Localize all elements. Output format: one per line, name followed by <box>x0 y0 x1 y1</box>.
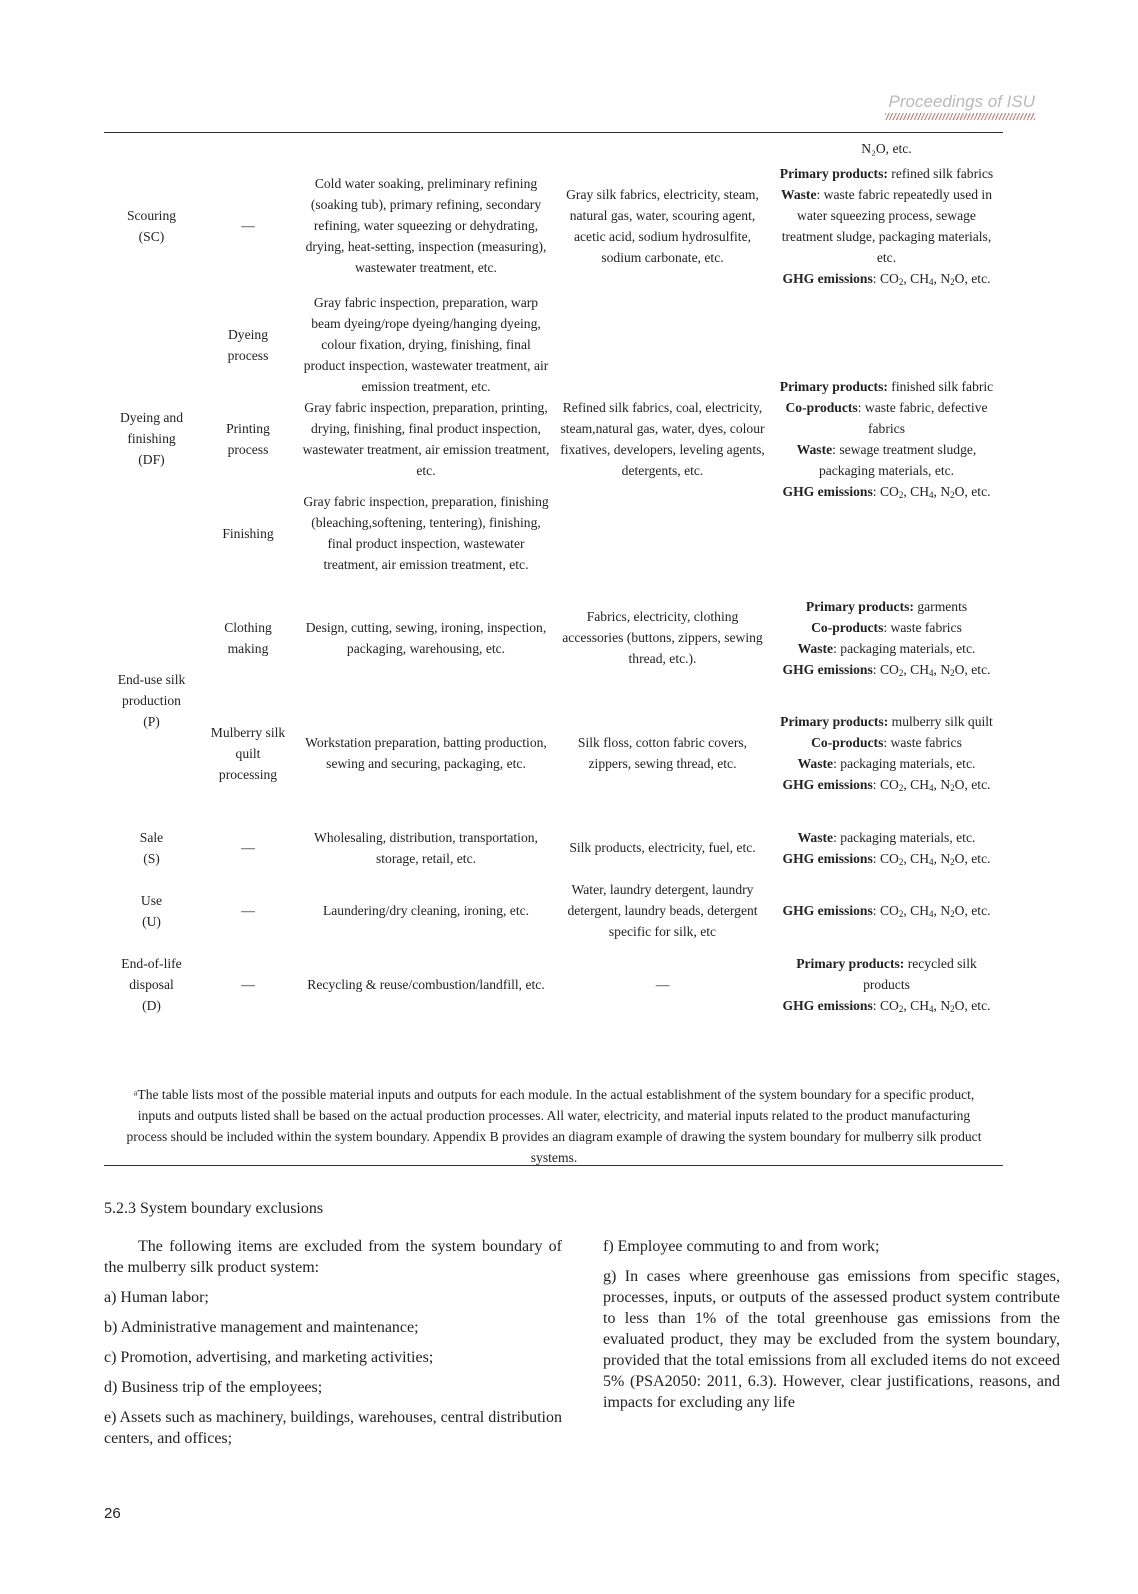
subprocess-cell: Mulberry silk quilt processing <box>210 724 286 782</box>
table-top-rule <box>104 132 1003 133</box>
inputs-cell: Water, laundry detergent, laundry detergent, laundry beads, detergent specific for silk, etc <box>567 882 758 939</box>
activities-cell: Workstation preparation, batting production, sewing and securing, packaging, etc. <box>305 735 547 771</box>
outputs-cell: Primary products: mulberry silk quilt Co-products: waste fabrics Waste: packaging materials, etc. GHG emissions: $CO_2$, $CH_4$, $N_2O$, etc. <box>780 714 993 793</box>
left-column <box>104 1236 562 1458</box>
table-row <box>104 879 1003 942</box>
table-row <box>104 292 1003 397</box>
table-row <box>104 585 1003 690</box>
module-cell: Use (U) <box>140 892 163 929</box>
subprocess-cell: Clothing making <box>224 619 272 656</box>
list-item: c) Promotion, advertising, and marketing activities; <box>104 1349 434 1366</box>
module-cell: End-of-life disposal (D) <box>121 955 182 1013</box>
table-row <box>104 816 1003 879</box>
activities-cell: Recycling & reuse/combustion/landfill, etc. <box>307 976 545 992</box>
list-item: b) Administrative management and maintenance; <box>104 1319 419 1336</box>
table-row <box>104 690 1003 816</box>
subprocess-cell: — <box>241 840 255 855</box>
table-footnote: ᵃThe table lists most of the possible material inputs and outputs for each module. In the actual establishment of the system boundary for a specific product, inputs and outputs listed shall be based on the actual production processes. All water, electricity, and material inputs related to the product manufacturing process should be included within the system boundary. Appendix B provides an diagram example of drawing the system boundary for mulberry silk product systems. <box>126 1087 982 1165</box>
subprocess-cell: Dyeing process <box>227 326 269 363</box>
outputs-cell: Primary products: recycled silk products GHG emissions: $CO_2$, $CH_4$, $N_2O$, etc. <box>782 955 991 1014</box>
list-item: f) Employee commuting to and from work; <box>603 1238 880 1255</box>
page-number: 26 <box>104 1505 121 1522</box>
activities-cell: Wholesaling, distribution, transportation, storage, retail, etc. <box>314 829 538 866</box>
journal-title: Proceedings of ISU <box>888 92 1035 111</box>
module-cell: End-use silk production (P) <box>117 672 186 729</box>
table-bottom-rule <box>104 1165 1003 1166</box>
inputs-cell <box>555 138 770 159</box>
inputs-cell: Gray silk fabrics, electricity, steam, natural gas, water, scouring agent, acetic acid, sodium hydrosulfite, sodium carbonate, etc. <box>566 186 759 265</box>
outputs-cell: Primary products: refined silk fabrics Waste: waste fabric repeatedly used in water squeezing process, sewage treatment sludge, packaging materials, etc. GHG emissions: $CO_2$, $CH_4$, $N_2O$, etc. <box>779 165 994 287</box>
activities-cell: Laundering/dry cleaning, ironing, etc. <box>322 903 530 918</box>
inputs-cell: Refined silk fabrics, coal, electricity, steam,natural gas, water, dyes, colour fixatives, developers, leveling agents, detergents, etc. <box>560 399 765 478</box>
activities-cell <box>297 138 555 159</box>
list-item: g) In cases where greenhouse gas emissions from specific stages, processes, inputs, or outputs of the assessed product system contribute to less than 1% of the total greenhouse gas emissions from the evaluated product, they may be excluded from the system boundary, provided that the total emissions from all excluded items do not exceed 5% (PSA2050: 2011, 6.3). However, clear justifications, reasons, and impacts for excluding any life <box>603 1268 1060 1411</box>
module-cell: Scouring (SC) <box>126 207 177 244</box>
table-row <box>104 138 1003 159</box>
subprocess-cell: Printing process <box>226 421 270 457</box>
table-row <box>104 159 1003 292</box>
subprocess-cell: — <box>241 218 255 233</box>
outputs-cell: Primary products: garments Co-products: waste fabrics Waste: packaging materials, etc. GHG emissions: $CO_2$, $CH_4$, $N_2O$, etc. <box>782 598 991 678</box>
inputs-cell: Silk products, electricity, fuel, etc. <box>569 840 756 855</box>
outputs-cell: Waste: packaging materials, etc. GHG emissions: $CO_2$, $CH_4$, $N_2O$, etc. <box>782 829 991 867</box>
activities-cell: Cold water soaking, preliminary refining (soaking tub), primary refining, secondary refining, water squeezing or dehydrating, drying, heat-setting, inspection (measuring), wastewater treatment, etc. <box>305 176 547 275</box>
inputs-cell: Fabrics, electricity, clothing accessories (buttons, zippers, sewing thread, etc.). <box>562 609 763 666</box>
list-item: e) Assets such as machinery, buildings, warehouses, central distribution centers, and offices; <box>104 1409 562 1447</box>
subprocess-cell: — <box>241 903 255 918</box>
activities-cell: Gray fabric inspection, preparation, finishing (bleaching,softening, tentering), finishing, final product inspection, wastewater treatment, air emission treatment, etc. <box>303 494 549 572</box>
outputs-cell: GHG emissions: $CO_2$, $CH_4$, $N_2O$, etc. <box>782 903 991 919</box>
module-cell: Sale (S) <box>139 829 164 866</box>
list-item: a) Human labor; <box>104 1289 209 1306</box>
subprocess-cell: — <box>241 976 255 992</box>
journal-header <box>885 92 1035 120</box>
module-cell <box>104 138 199 159</box>
outputs-cell: Primary products: finished silk fabric Co-products: waste fabric, defective fabrics Waste: sewage treatment sludge, packaging materials, etc. GHG emissions: $CO_2$, $CH_4$, $N_2O$, etc. <box>779 378 994 500</box>
inputs-cell: — <box>655 976 670 992</box>
table-row <box>104 942 1003 1026</box>
header-hatch-decoration <box>885 113 1035 120</box>
subprocess-cell: Finishing <box>222 525 274 541</box>
subprocess-cell <box>199 138 297 159</box>
module-cell: Dyeing and finishing (DF) <box>119 410 184 467</box>
activities-cell: Design, cutting, sewing, ironing, inspection, packaging, warehousing, etc. <box>305 619 547 656</box>
section-heading: 5.2.3 System boundary exclusions <box>104 1200 324 1217</box>
activities-cell: Gray fabric inspection, preparation, printing, drying, finishing, final product inspection, wastewater treatment, air emission treatment, etc. <box>302 400 550 478</box>
outputs-cell: N₂O, etc. <box>861 141 912 156</box>
intro-paragraph: The following items are excluded from the system boundary of the mulberry silk product system: <box>104 1238 562 1276</box>
right-column <box>603 1236 1060 1422</box>
list-item: d) Business trip of the employees; <box>104 1379 323 1396</box>
inputs-cell: Silk floss, cotton fabric covers, zippers, sewing thread, etc. <box>577 735 748 771</box>
activities-cell: Gray fabric inspection, preparation, warp beam dyeing/rope dyeing/hanging dyeing, colour fixation, drying, finishing, final product inspection, wastewater treatment, air emission treatment, etc. <box>303 295 549 394</box>
system-boundary-table <box>104 138 1003 1026</box>
